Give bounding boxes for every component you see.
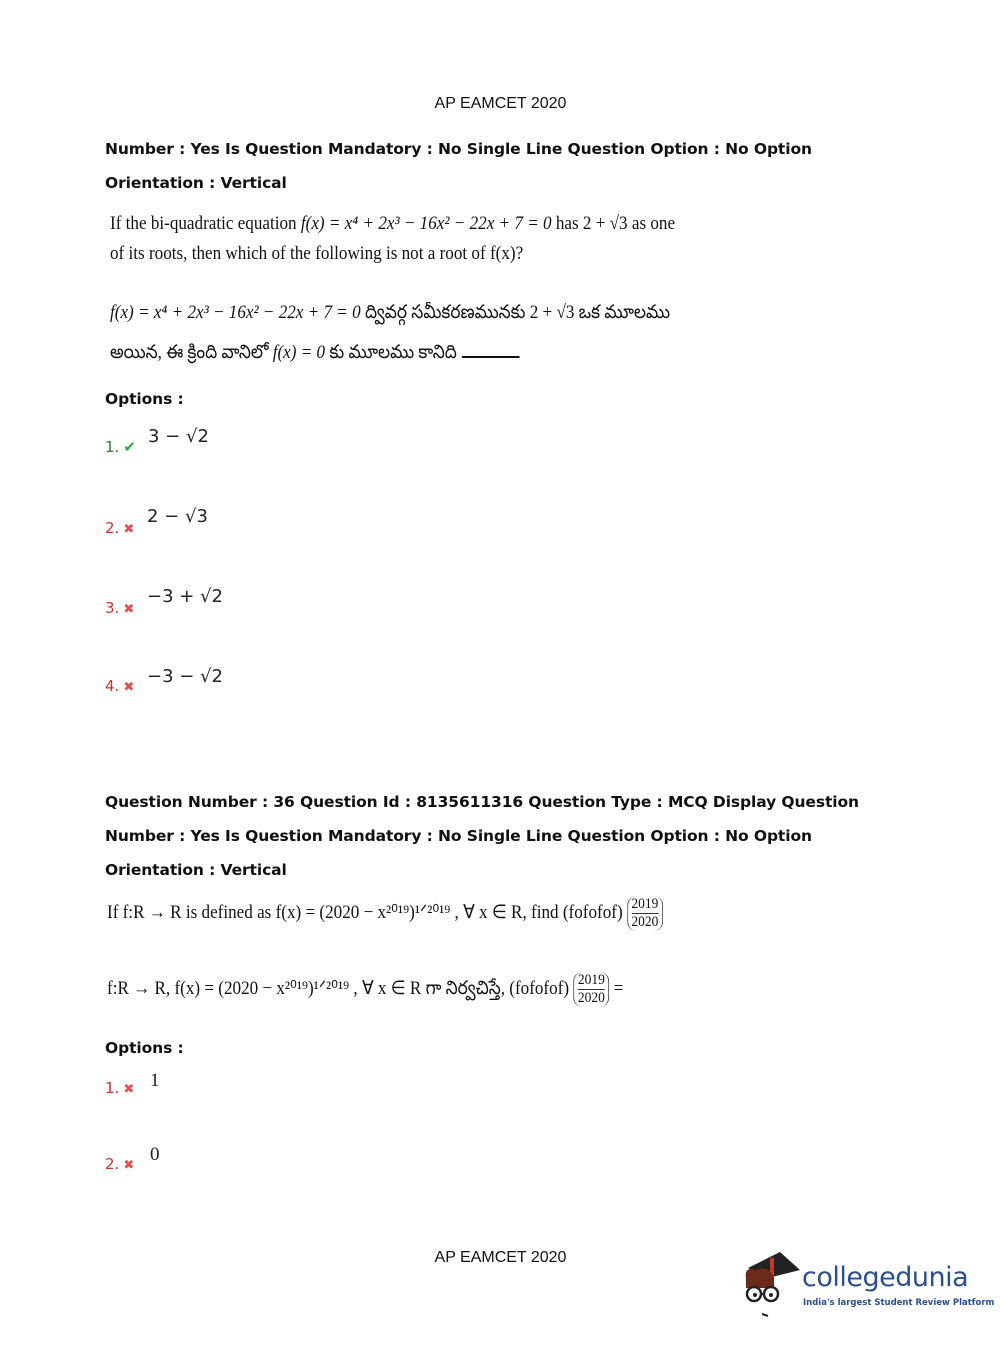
q35-te-equation: f(x) = x⁴ + 2x³ − 16x² − 22x + 7 = 0	[110, 302, 361, 323]
cross-icon: ✖	[123, 602, 135, 617]
q35-option-4	[105, 677, 134, 695]
q36-option-1	[105, 1079, 134, 1097]
q35-option-2	[105, 519, 134, 537]
q35-option-3-value: −3 + √2	[147, 586, 223, 607]
collegedunia-logo	[740, 1248, 995, 1323]
q36-orientation: Orientation : Vertical	[105, 861, 287, 879]
q35-option-2-value: 2 − √3	[147, 506, 208, 527]
q35-option-3	[105, 599, 134, 617]
q35-option-1-value: 3 − √2	[148, 426, 209, 447]
q35-te-text: అయిన, ఈ క్రింది వానిలో	[110, 342, 269, 363]
q35-te-text: కు మూలము కానిది	[329, 342, 457, 363]
brand-name: collegedunia	[802, 1262, 969, 1293]
cross-icon: ✖	[123, 680, 135, 695]
fraction-numerator: 2019	[631, 896, 659, 912]
option-number: 4.	[105, 677, 120, 695]
option-number: 1.	[105, 1079, 120, 1097]
q35-text: If the bi-quadratic equation	[110, 213, 297, 234]
cross-icon: ✖	[123, 522, 135, 537]
option-number: 1.	[105, 438, 120, 456]
q36-meta-line1: Question Number : 36 Question Id : 8135611316 Question Type : MCQ Display Question	[105, 793, 859, 811]
q36-option-1-value: 1	[150, 1070, 160, 1091]
q35-meta-line: Number : Yes Is Question Mandatory : No Single Line Question Option : No Option	[105, 140, 812, 158]
q35-te-text: ద్వివర్గ సమీకరణమునకు 2 + √3 ఒక మూలము	[364, 302, 671, 323]
q35-option-4-value: −3 − √2	[147, 666, 223, 687]
fraction	[573, 972, 609, 1007]
q36-english	[107, 896, 663, 931]
q35-te-equation: f(x) = 0	[272, 342, 326, 363]
q35-options-label: Options :	[105, 390, 184, 408]
option-number: 3.	[105, 599, 120, 617]
q35-orientation: Orientation : Vertical	[105, 174, 287, 192]
q35-option-1	[105, 438, 136, 456]
q35-telugu-line1	[110, 302, 670, 328]
mascot-icon	[740, 1248, 802, 1318]
equals-sign: =	[613, 977, 624, 999]
q36-options-label: Options :	[105, 1039, 184, 1057]
q36-option-2-value: 0	[150, 1144, 160, 1165]
q36-te-text: f:R → R, f(x) = (2020 − x²⁰¹⁹)¹ᐟ²⁰¹⁹ , ∀ x ∈ R గా నిర్వచిస్తే, (fofofof)	[107, 977, 570, 999]
fraction-denominator: 2020	[577, 990, 605, 1006]
option-number: 2.	[105, 519, 120, 537]
fraction-denominator: 2020	[631, 914, 659, 930]
q35-english-line2: of its roots, then which of the following is not a root of f(x)?	[110, 243, 524, 264]
q36-option-2	[105, 1155, 134, 1173]
cross-icon: ✖	[123, 1158, 135, 1173]
q36-telugu	[107, 972, 623, 1007]
page-footer: AP EAMCET 2020	[434, 1249, 567, 1266]
q35-equation: f(x) = x⁴ + 2x³ − 16x² − 22x + 7 = 0	[300, 213, 552, 234]
cross-icon: ✖	[123, 1082, 135, 1097]
q35-english-line1	[110, 213, 675, 235]
check-icon: ✔	[123, 438, 136, 456]
page-header: AP EAMCET 2020	[434, 95, 567, 112]
q35-telugu-line2	[110, 342, 520, 368]
q36-text: If f:R → R is defined as f(x) = (2020 − x²⁰¹⁹)¹ᐟ²⁰¹⁹ , ∀ x ∈ R, find (fofofof)	[107, 901, 623, 923]
fraction	[627, 896, 663, 931]
q35-text: has 2 + √3 as one	[555, 213, 676, 234]
fraction-numerator: 2019	[577, 972, 605, 988]
option-number: 2.	[105, 1155, 120, 1173]
brand-tagline: India's largest Student Review Platform	[803, 1298, 995, 1308]
answer-blank	[462, 356, 520, 358]
q36-meta-line2: Number : Yes Is Question Mandatory : No Single Line Question Option : No Option	[105, 827, 812, 845]
